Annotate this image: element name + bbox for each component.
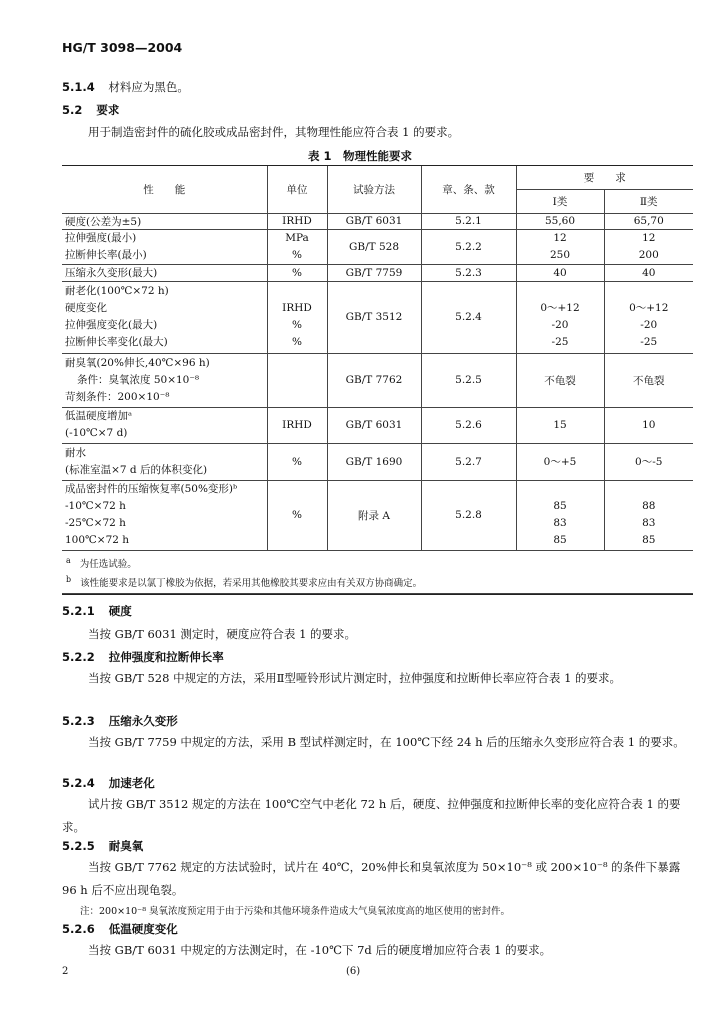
cell-line: 83 — [642, 517, 656, 529]
section-5-2-6-text: 当按 GB/T 6031 中规定的方法测定时，在 -10℃下 7d 后的硬度增加应符合表 1 的要求。 — [88, 943, 552, 957]
section-number: 5.1.4 — [62, 80, 95, 94]
section-number: 5.2.3 — [62, 714, 95, 728]
section-5-2-2-text: 当按 GB/T 528 中规定的方法，采用Ⅱ型哑铃形试片测定时，拉伸强度和拉断伸长率应符合表 1 的要求。 — [88, 671, 622, 685]
cell-line: 250 — [549, 248, 571, 261]
cell-class-2: 不龟裂 — [604, 353, 693, 407]
section-number: 5.2.4 — [62, 776, 95, 790]
cell-class-1: 55,60 — [516, 213, 604, 229]
cell-line: -20 — [640, 319, 658, 331]
cell-method: 附录 A — [327, 480, 421, 550]
section-number: 5.2.6 — [62, 922, 95, 936]
cell-method: GB/T 7762 — [327, 353, 421, 407]
cell-property: 压缩永久变形(最大) — [62, 264, 267, 281]
cell-class-2 — [604, 229, 693, 264]
cell-line: -25℃×72 h — [65, 517, 126, 529]
footnote-marker: a — [66, 555, 71, 565]
cell-line: -25 — [551, 336, 569, 348]
cell-line: -20 — [551, 319, 569, 331]
cell-unit: % — [267, 480, 327, 550]
cell-line: 成品密封件的压缩恢复率(50%变形)ᵇ — [65, 483, 238, 495]
header-clause: 章、条、款 — [421, 166, 516, 213]
section-title: 耐臭氧 — [108, 839, 144, 853]
table-row — [62, 353, 693, 407]
physical-properties-table — [62, 165, 693, 595]
section-5-2-heading — [62, 102, 119, 118]
cell-clause: 5.2.3 — [421, 264, 516, 281]
sheet-number: (6) — [346, 966, 361, 977]
cell-clause: 5.2.4 — [421, 281, 516, 353]
cell-unit: % — [267, 264, 327, 281]
cell-line: (-10℃×7 d) — [65, 427, 128, 439]
section-5-2-4-heading — [62, 775, 155, 791]
cell-line: MPa — [285, 231, 309, 244]
cell-property — [62, 443, 267, 480]
section-title: 加速老化 — [108, 776, 155, 790]
cell-line: 88 — [642, 500, 656, 512]
cell-line: 0～+12 — [540, 302, 580, 314]
header-method: 试验方法 — [327, 166, 421, 213]
cell-unit — [267, 229, 327, 264]
table-row — [62, 480, 693, 550]
footnote-marker: b — [66, 574, 72, 584]
cell-clause: 5.2.1 — [421, 213, 516, 229]
cell-method: GB/T 1690 — [327, 443, 421, 480]
cell-class-1: 不龟裂 — [516, 353, 604, 407]
cell-line: -10℃×72 h — [65, 500, 126, 512]
header-class-1: Ⅰ类 — [516, 189, 604, 213]
cell-unit: IRHD — [267, 407, 327, 443]
cell-class-1 — [516, 480, 604, 550]
section-5-2-5-note: 注：200×10⁻⁸ 臭氧浓度预定用于由于污染和其他环境条件造成大气臭氧浓度高的地区使用的密封件。 — [80, 906, 511, 917]
cell-property — [62, 229, 267, 264]
standard-number: HG/T 3098—2004 — [62, 40, 183, 55]
table-row — [62, 407, 693, 443]
cell-clause: 5.2.6 — [421, 407, 516, 443]
cell-line: 12 — [642, 231, 656, 244]
header-property: 性 能 — [62, 166, 267, 213]
cell-line: 拉断伸长率变化(最大) — [65, 336, 168, 348]
cell-line: 拉断伸长率(最小) — [65, 248, 147, 261]
table-footnotes — [62, 550, 693, 593]
cell-line: 83 — [553, 517, 567, 529]
table-row — [62, 264, 693, 281]
footnote-a — [66, 553, 689, 572]
cell-class-2 — [604, 480, 693, 550]
page-number: 2 — [62, 966, 69, 977]
cell-unit — [267, 281, 327, 353]
footnote-cell — [62, 550, 693, 593]
cell-line: % — [292, 336, 302, 348]
section-title: 拉伸强度和拉断伸长率 — [108, 650, 224, 664]
cell-class-2: 40 — [604, 264, 693, 281]
cell-line: 200 — [638, 248, 659, 261]
section-5-2-1-text: 当按 GB/T 6031 测定时，硬度应符合表 1 的要求。 — [88, 627, 357, 641]
cell-class-1: 0～+5 — [516, 443, 604, 480]
cell-clause: 5.2.7 — [421, 443, 516, 480]
section-title: 低温硬度变化 — [108, 922, 178, 936]
cell-class-1 — [516, 281, 604, 353]
cell-line: % — [292, 319, 302, 331]
cell-method: GB/T 6031 — [327, 213, 421, 229]
header-requirement: 要 求 — [516, 166, 693, 189]
cell-line: 85 — [553, 534, 567, 546]
section-number: 5.2.5 — [62, 839, 95, 853]
header-class-2: Ⅱ类 — [604, 189, 693, 213]
section-5-2-6-heading — [62, 921, 178, 937]
section-number: 5.2.1 — [62, 604, 95, 618]
header-unit: 单位 — [267, 166, 327, 213]
table-row — [62, 443, 693, 480]
table-caption: 表 1 物理性能要求 — [307, 149, 412, 163]
section-number: 5.2 — [62, 103, 83, 117]
cell-line: 0～+12 — [629, 302, 669, 314]
cell-line: IRHD — [282, 302, 312, 314]
cell-clause: 5.2.8 — [421, 480, 516, 550]
cell-line: 拉伸强度(最小) — [65, 231, 137, 244]
section-number: 5.2.2 — [62, 650, 95, 664]
cell-unit — [267, 353, 327, 407]
cell-class-2: 65,70 — [604, 213, 693, 229]
table-row — [62, 281, 693, 353]
table-row — [62, 213, 693, 229]
cell-property — [62, 407, 267, 443]
section-title: 压缩永久变形 — [108, 714, 178, 728]
section-5-2-text: 用于制造密封件的硫化胶或成品密封件，其物理性能应符合表 1 的要求。 — [88, 125, 460, 139]
cell-property: 硬度(公差为±5) — [62, 213, 267, 229]
section-5-1-4 — [62, 79, 189, 95]
cell-line: 耐臭氧(20%伸长,40℃×96 h) — [65, 356, 210, 369]
footnote-text: 该性能要求是以氯丁橡胶为依据，若采用其他橡胶其要求应由有关双方协商确定。 — [80, 577, 423, 589]
section-title: 要求 — [96, 103, 120, 117]
cell-line: 12 — [553, 231, 567, 244]
section-5-2-2-heading — [62, 649, 224, 665]
cell-line: 低温硬度增加ᵃ — [65, 410, 133, 422]
cell-unit: IRHD — [267, 213, 327, 229]
cell-line: -25 — [640, 336, 658, 348]
section-5-2-5-heading — [62, 838, 143, 854]
footnote-b — [66, 572, 689, 591]
cell-line: 85 — [553, 500, 567, 512]
cell-method: GB/T 6031 — [327, 407, 421, 443]
cell-class-2: 0～-5 — [604, 443, 693, 480]
cell-method: GB/T 3512 — [327, 281, 421, 353]
cell-line: 85 — [642, 534, 656, 546]
cell-class-1: 40 — [516, 264, 604, 281]
cell-class-2 — [604, 281, 693, 353]
section-text: 材料应为黑色。 — [108, 80, 189, 94]
section-5-2-3-heading — [62, 713, 178, 729]
cell-line: 苛刻条件：200×10⁻⁸ — [65, 390, 170, 403]
section-5-2-1-heading — [62, 603, 132, 619]
section-title: 硬度 — [108, 604, 132, 618]
cell-line: 耐水 — [65, 446, 86, 459]
cell-property — [62, 480, 267, 550]
footnote-text: 为任选试验。 — [79, 558, 137, 570]
table-row — [62, 229, 693, 264]
cell-method: GB/T 7759 — [327, 264, 421, 281]
cell-line: 硬度变化 — [65, 302, 107, 314]
section-5-2-4-text: 试片按 GB/T 3512 规定的方法在 100℃空气中老化 72 h 后，硬度、拉伸强度和拉断伸长率的变化应符合表 1 的要求。 — [62, 797, 681, 834]
section-5-2-5-text: 当按 GB/T 7762 规定的方法试验时，试片在 40℃，20%伸长和臭氧浓度为 50×10⁻⁸ 或 200×10⁻⁸ 的条件下暴露 96 h 后不应出现龟裂。 — [62, 860, 681, 897]
cell-class-1: 15 — [516, 407, 604, 443]
cell-method: GB/T 528 — [327, 229, 421, 264]
cell-clause: 5.2.2 — [421, 229, 516, 264]
cell-line: 条件：臭氧浓度 50×10⁻⁸ — [77, 373, 200, 386]
cell-line: 拉伸强度变化(最大) — [65, 319, 158, 331]
cell-class-1 — [516, 229, 604, 264]
cell-line: 耐老化(100℃×72 h) — [65, 285, 169, 297]
cell-property — [62, 281, 267, 353]
cell-line: % — [292, 248, 302, 261]
cell-line: 100℃×72 h — [65, 534, 130, 546]
cell-unit: % — [267, 443, 327, 480]
cell-clause: 5.2.5 — [421, 353, 516, 407]
cell-class-2: 10 — [604, 407, 693, 443]
cell-line: (标准室温×7 d 后的体积变化) — [65, 463, 208, 476]
section-5-2-3-text: 当按 GB/T 7759 中规定的方法，采用 B 型试样测定时，在 100℃下经 24 h 后的压缩永久变形应符合表 1 的要求。 — [88, 735, 685, 749]
cell-property — [62, 353, 267, 407]
